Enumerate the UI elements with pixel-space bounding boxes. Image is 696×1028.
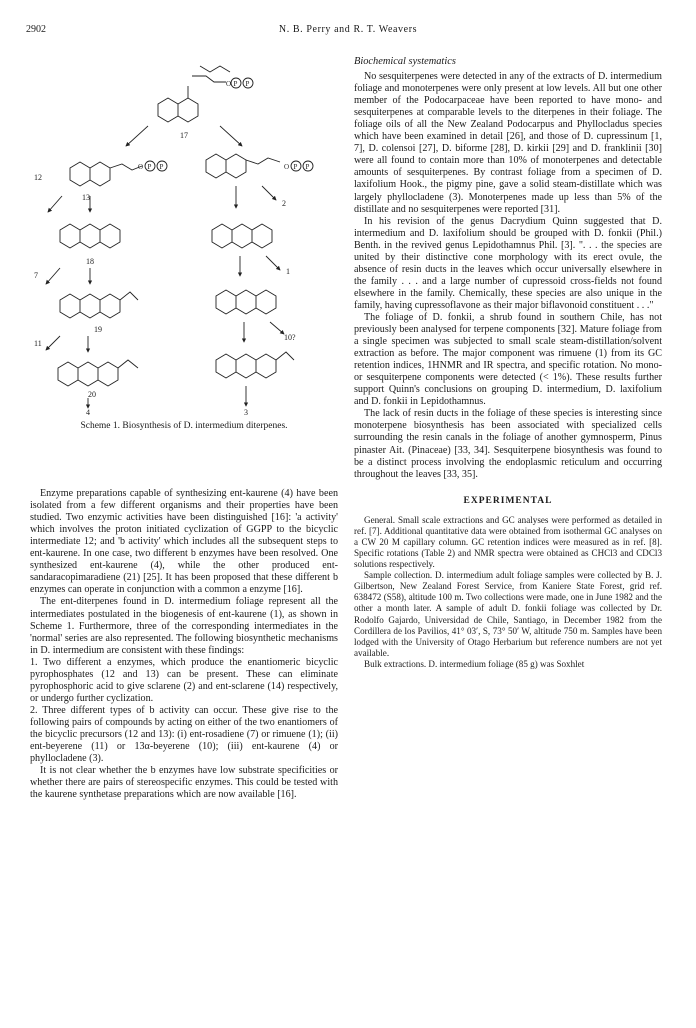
right-paragraph-2: In his revision of the genus Dacrydium Quinn suggested that D. intermedium and D. laxifolium should be grouped with D. fonkii (Phil.) Benth. in the revived genus Lepidothamnus Phil. [3]. ". . . the species are united by their distinctive cone morphology with its erect ovule, the absence of resin ducts in the leaves which occur universally elsewhere in the family . . . and a large number of cupressoid cross-fields not found elsewhere in the family. Chemically, these species are also unique in the family, having cupressoflavone as their major biflavonoid constituent . . ." — [354, 215, 662, 311]
label-19: 19 — [94, 325, 102, 334]
scheme-caption: Scheme 1. Biosynthesis of D. intermedium diterpenes. — [80, 421, 288, 431]
label-1: 1 — [286, 267, 290, 276]
section-heading-biochemical: Biochemical systematics — [354, 56, 456, 67]
label-12: 12 — [34, 173, 42, 182]
scheme-drawing — [30, 56, 338, 416]
left-column — [30, 56, 338, 801]
structure-beyerene — [216, 290, 276, 314]
running-authors: N. B. Perry and R. T. Weavers — [278, 24, 418, 35]
left-paragraph-3: 1. Two different a enzymes, which produce the enantiomeric bicyclic pyrophosphates (12 and 13) can be present. These can eliminate pyrophosphoric acid to give sclarene (2) and ent-sclarene (14) respectively, or undergo further cyclization. — [30, 656, 338, 704]
structure-18 — [60, 224, 120, 248]
structure-19 — [60, 292, 138, 318]
experimental-bulk-extractions: Bulk extractions. D. intermedium foliage (85 g) was Soxhlet — [364, 658, 585, 669]
structure-13 — [70, 161, 167, 186]
right-paragraph-1: No sesquiterpenes were detected in any of the extracts of D. intermedium foliage and monoterpenes were only present at low levels. All but one other member of the Podocarpaceae have been reported to have mono- and sesquiterpenes at comparable levels to the diterpenes in their foliage. The foliage oils of all the New Zealand Podocarpus and Phyllocladus species which have been examined in detail [26], and those of D. cupressinum [1, 7], D. colensoi [27], D. biforme [28], D. kirkii [29] and D. franklinii [30] were all found to contain more than 10% of monoterpenes and detectable amounts of sesquiterpenes. By contrast foliage from a specimen of D. laxifolium Hook., the pigmy pine, gave a solid steam-distillate which was largely phyllocladene (3). Monoterpenes made up less than 5% of the distillate and no sesquiterpenes were reported [31]. — [354, 71, 662, 215]
pp13-p1: P — [147, 163, 152, 171]
biosynthesis-scheme — [30, 56, 338, 416]
pp12-p1: P — [293, 163, 298, 171]
label-18: 18 — [86, 257, 94, 266]
label-3: 3 — [244, 408, 248, 416]
pp-p2: P — [245, 80, 250, 88]
structure-1-precursor — [212, 224, 272, 248]
pp12-o: O — [284, 163, 290, 171]
label-7: 7 — [34, 271, 38, 280]
experimental-sample-collection: Sample collection. D. intermedium adult foliage samples were collected by B. J. Gilbertson, New Zealand Forest Service, from Kaniere State Forest, grid ref. 638472 (S58), altitude 100 m. Two collections were made, one in June 1982 and the other a month later. A sample of adult D. fonkii foliage was collected by Dr. Rodolfo Gajardo, Universidad de Chile, Santiago, in December 1982 from the Cordillera de los Pavilios, 41° 03′, S, 73° 50′ W, altitude 750 m. Samples have been lodged with the University of Otago Herbarium but reference numbers are not yet available. — [354, 570, 662, 658]
pp-o: O — [226, 80, 232, 88]
right-paragraph-3: The foliage of D. fonkii, a shrub found in southern Chile, has not previously been analysed for terpene components [32]. Mature foliage from a single specimen was subjected to small scale steam-distillation/solvent extraction as before. The major component was rimuene (1) from its GC retention indices, 1HNMR and IR spectra, and specific rotation. No mono- or sesquiterpene components were detected (< 1%). These results further support Quinn's conclusions on grouping D. intermedium, D. laxifolium and D. fonkii in Lepidothamnus. — [354, 311, 662, 408]
structure-17 — [158, 66, 253, 122]
right-paragraph-4: The lack of resin ducts in the foliage of these species is interesting since monoterpene biosynthesis has been associated with specialized cells surrounding the resin canals in the foliage of another gymnosperm, Pinus pinaster Ait. (Pinaceae) [33, 34]. Sesquiterpene biosynthesis was found to be a distinct process involving the endoplasmic reticulum and occurring throughout the leaves [33, 35]. — [354, 408, 662, 480]
structure-12 — [206, 154, 313, 178]
label-17: 17 — [180, 131, 188, 140]
left-paragraph-4: 2. Three different types of b activity can occur. These give rise to the following pairs of compounds by acting on either of the two enantiomers of the bicyclic precursors (12 and 13): (i) ent-rosadiene (7) or rimuene (1); (ii) ent-beyerene (11) or 13α-beyerene (10); (iii) ent-kaurene (4) or phyllocladene (3). — [30, 704, 338, 765]
section-heading-experimental: EXPERIMENTAL — [463, 495, 553, 506]
structure-phyllocladene — [216, 352, 294, 378]
pp-p1: P — [233, 80, 238, 88]
label-10: 10? — [284, 333, 296, 342]
left-paragraph-2: The ent-diterpenes found in D. intermedium foliage represent all the intermediates postulated in the biogenesis of ent-kaurene (1), as shown in Scheme 1. Furthermore, three of the corresponding intermediates in the 'normal' series are also represented. The following biosynthetic mechanisms in D. intermedium are consistent with these findings: — [30, 596, 338, 656]
structure-20 — [58, 360, 138, 386]
pp13-p2: P — [159, 163, 164, 171]
label-11: 11 — [34, 339, 42, 348]
right-column — [354, 56, 662, 670]
left-paragraph-1: Enzyme preparations capable of synthesizing ent-kaurene (4) have been isolated from a few different organisms and their properties have been studied. Two enzymic activities have been distinguished [16]: 'a activity' which involves the proton initiated cyclization of GGPP to the bicyclic intermediate 12; and 'b activity' which includes all the subsequent steps to ent-kaurene. In one case, two different b enzymes have been resolved. One synthesized ent-kaurene (4), while the other produced ent-sandaracopimaradiene (21) [25]. It has been proposed that these different b enzymes can operate in conjunction with a common a enzyme [16]. — [30, 488, 338, 596]
label-13: 13 — [82, 193, 90, 202]
left-paragraph-5: It is not clear whether the b enzymes have low substrate specificities or whether there are pairs of stereospecific enzymes. This could be tested with the kaurene synthetase preparations which are now available [16]. — [30, 765, 338, 801]
experimental-general: General. Small scale extractions and GC analyses were performed as detailed in ref. [7]. Additional quantitative data were obtained from isothermal GC analyses on a CW 20 M capillary column. GC retention indices were measured as in ref. [8]. Specific rotations (Table 2) and NMR spectra were obtained as CHCl3 and CDCl3 solutions respectively. — [354, 514, 662, 570]
page-number: 2902 — [26, 24, 46, 35]
pp12-p2: P — [305, 163, 310, 171]
label-2: 2 — [282, 199, 286, 208]
label-20: 20 — [88, 390, 96, 399]
label-4: 4 — [86, 408, 90, 416]
pp13-o: O — [138, 163, 144, 171]
running-header — [26, 24, 670, 38]
